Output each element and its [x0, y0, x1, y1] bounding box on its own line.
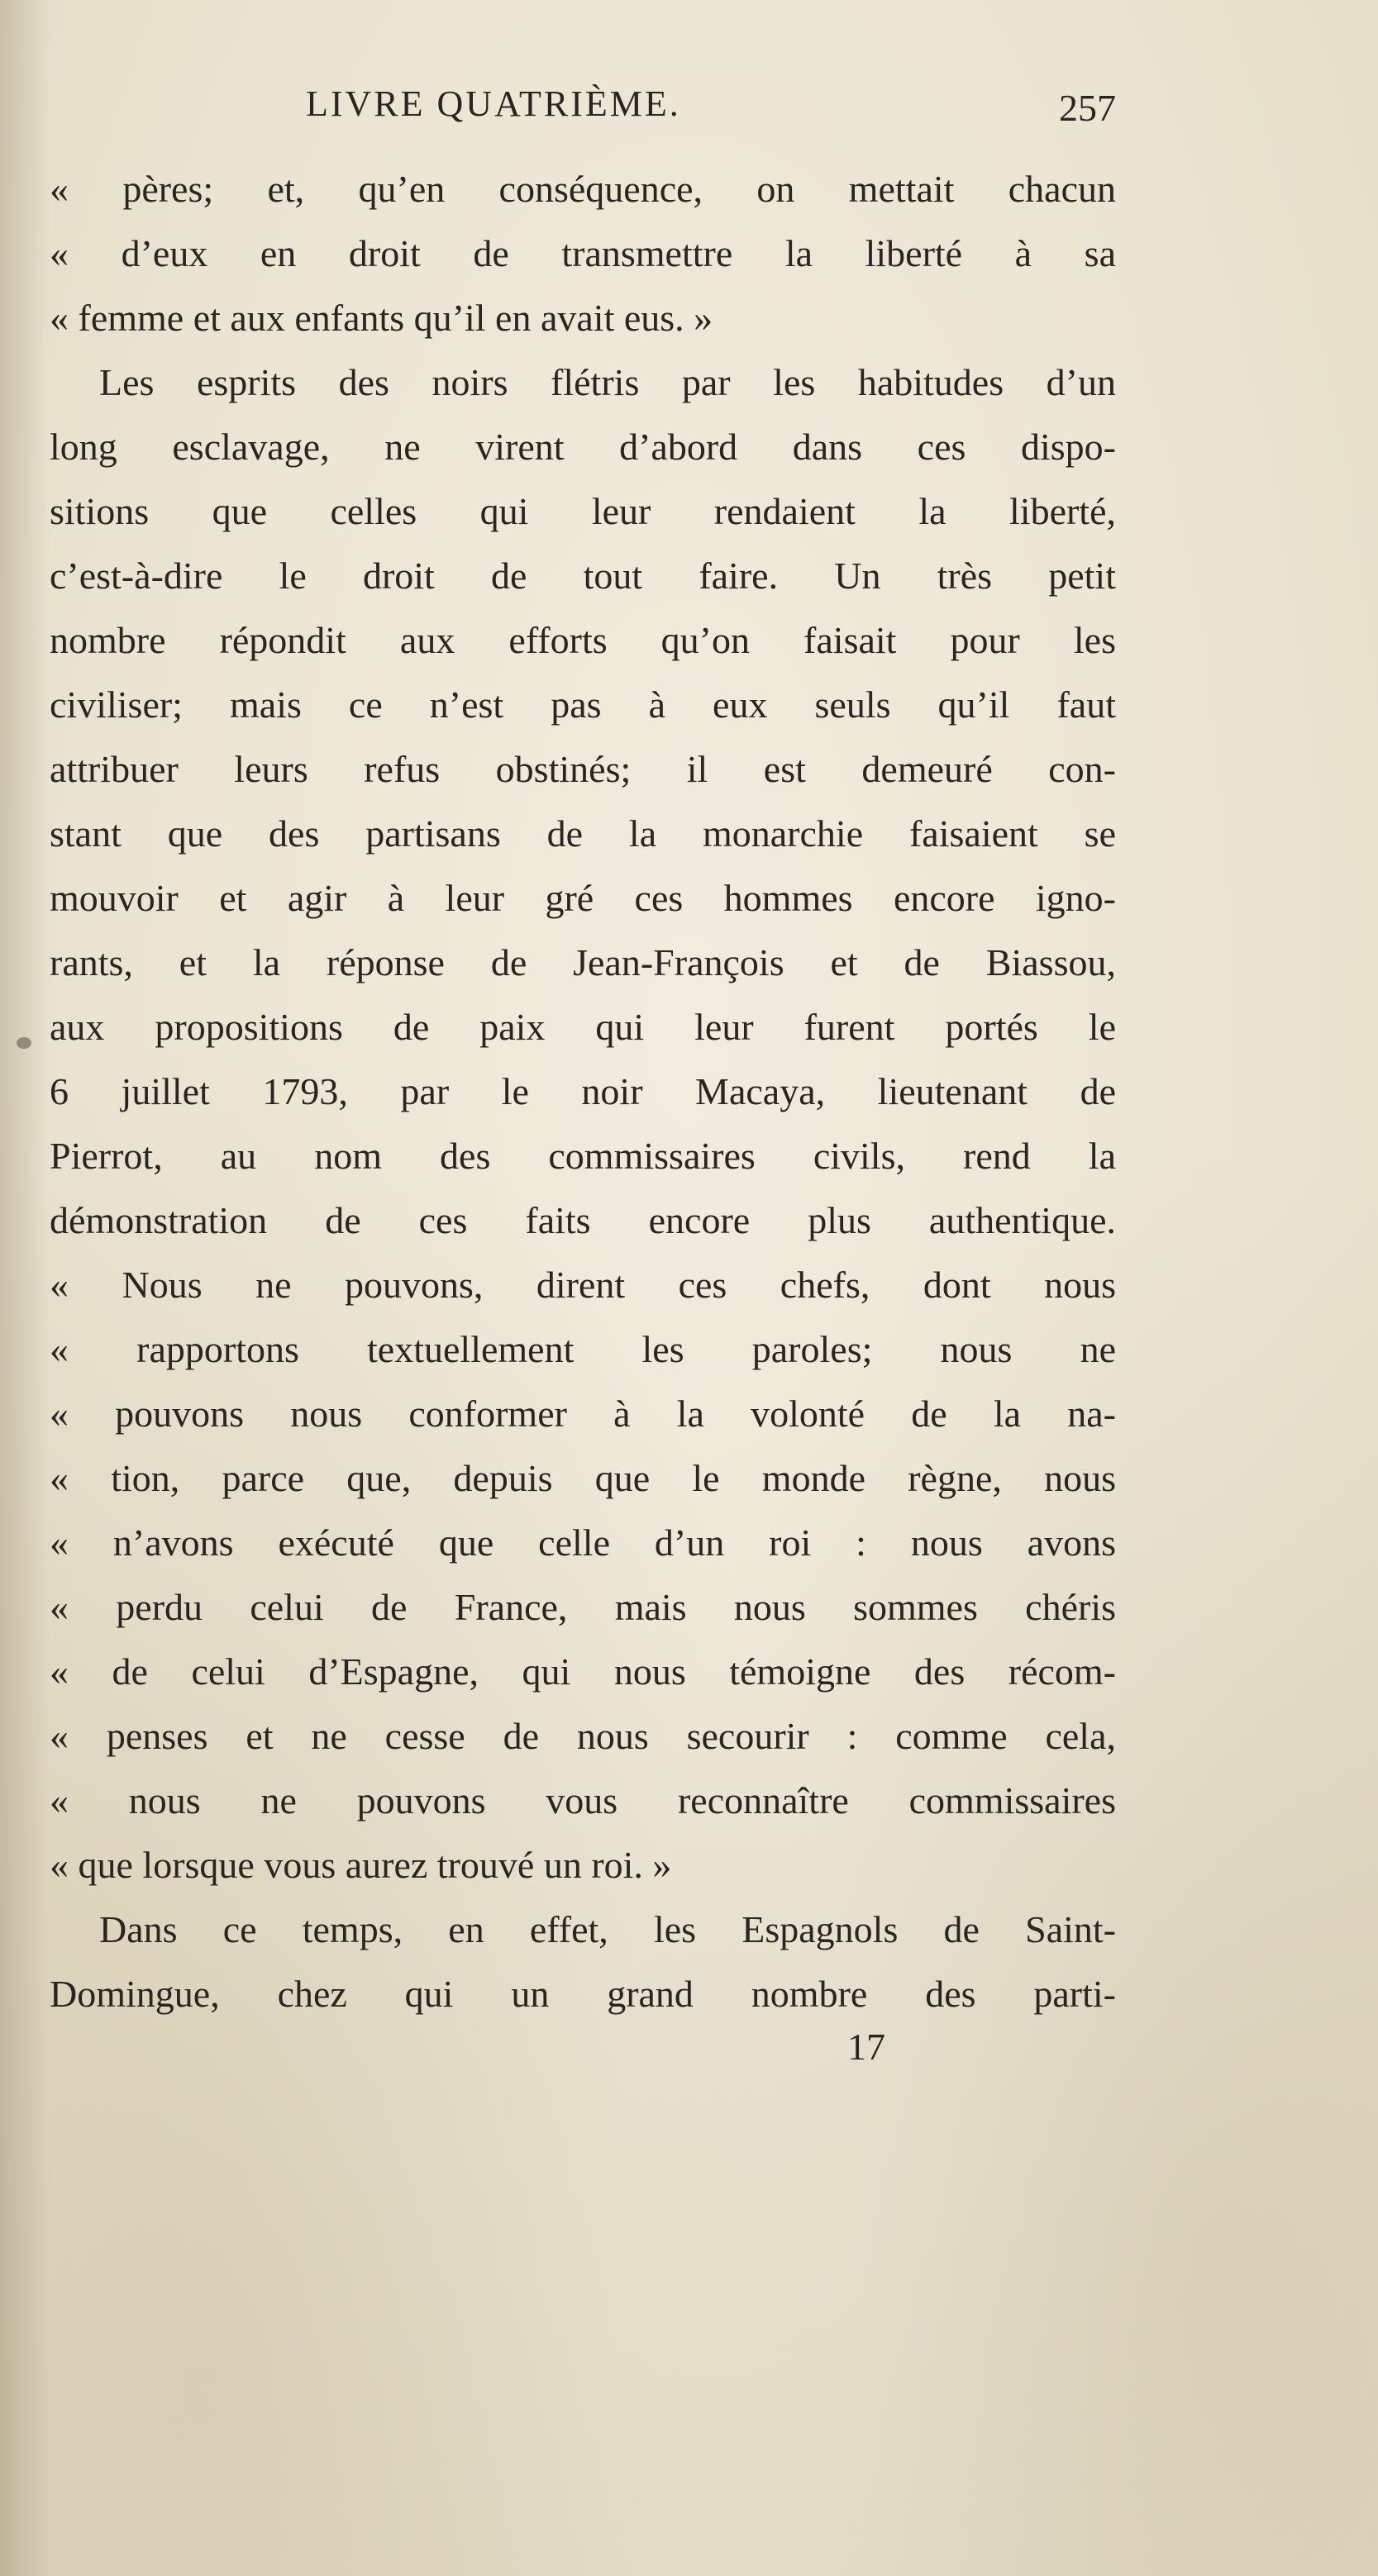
- text-line: « que lorsque vous aurez trouvé un roi. »: [50, 1844, 672, 1886]
- text-line: stant que des partisans de la monarchie faisaient se: [50, 812, 1116, 855]
- text-line: Pierrot, au nom des commissaires civils, rend la: [50, 1135, 1116, 1177]
- text-line: « Nous ne pouvons, dirent ces chefs, dont nous: [50, 1264, 1116, 1306]
- body-text: [50, 157, 1116, 2026]
- text-line: « penses et ne cesse de nous secourir : comme cela,: [50, 1715, 1116, 1757]
- text-line: attribuer leurs refus obstinés; il est demeuré con-: [50, 748, 1116, 790]
- text-line: « pouvons nous conformer à la volonté de la na-: [50, 1393, 1116, 1435]
- text-line: « tion, parce que, depuis que le monde règne, nous: [50, 1457, 1116, 1499]
- text-line: « d’eux en droit de transmettre la liberté à sa: [50, 232, 1116, 274]
- text-line: 6 juillet 1793, par le noir Macaya, lieutenant de: [50, 1070, 1116, 1112]
- text-line: civiliser; mais ce n’est pas à eux seuls qu’il faut: [50, 683, 1116, 726]
- page-header: [50, 83, 1116, 140]
- page-gutter-shadow: [0, 0, 50, 2576]
- ink-speck: [17, 1037, 31, 1049]
- text-line: « rapportons textuellement les paroles; nous ne: [50, 1328, 1116, 1370]
- running-title: LIVRE QUATRIÈME.: [306, 83, 681, 124]
- text-line: c’est-à-dire le droit de tout faire. Un très petit: [50, 555, 1116, 597]
- text-line: « perdu celui de France, mais nous sommes chéris: [50, 1586, 1116, 1628]
- text-line: Domingue, chez qui un grand nombre des parti-: [50, 1973, 1116, 2015]
- text-line: nombre répondit aux efforts qu’on faisait pour les: [50, 619, 1116, 661]
- text-line: « pères; et, qu’en conséquence, on mettait chacun: [50, 168, 1116, 210]
- text-line: démonstration de ces faits encore plus authentique.: [50, 1199, 1116, 1241]
- text-line: rants, et la réponse de Jean-François et de Biassou,: [50, 941, 1116, 983]
- text-line: long esclavage, ne virent d’abord dans ces dispo-: [50, 426, 1116, 468]
- text-line: « nous ne pouvons vous reconnaître commissaires: [50, 1779, 1116, 1821]
- signature-mark: 17: [847, 2026, 885, 2068]
- page-number: 257: [1059, 87, 1116, 129]
- text-line: Les esprits des noirs flétris par les habitudes d’un: [99, 361, 1116, 403]
- text-line: aux propositions de paix qui leur furent portés le: [50, 1006, 1116, 1048]
- text-line: « femme et aux enfants qu’il en avait eus. »: [50, 297, 713, 339]
- text-line: sitions que celles qui leur rendaient la liberté,: [50, 490, 1116, 532]
- text-line: mouvoir et agir à leur gré ces hommes encore igno-: [50, 877, 1116, 919]
- text-line: Dans ce temps, en effet, les Espagnols de Saint-: [99, 1908, 1116, 1950]
- text-line: « de celui d’Espagne, qui nous témoigne des récom-: [50, 1650, 1116, 1693]
- text-line: « n’avons exécuté que celle d’un roi : nous avons: [50, 1521, 1116, 1564]
